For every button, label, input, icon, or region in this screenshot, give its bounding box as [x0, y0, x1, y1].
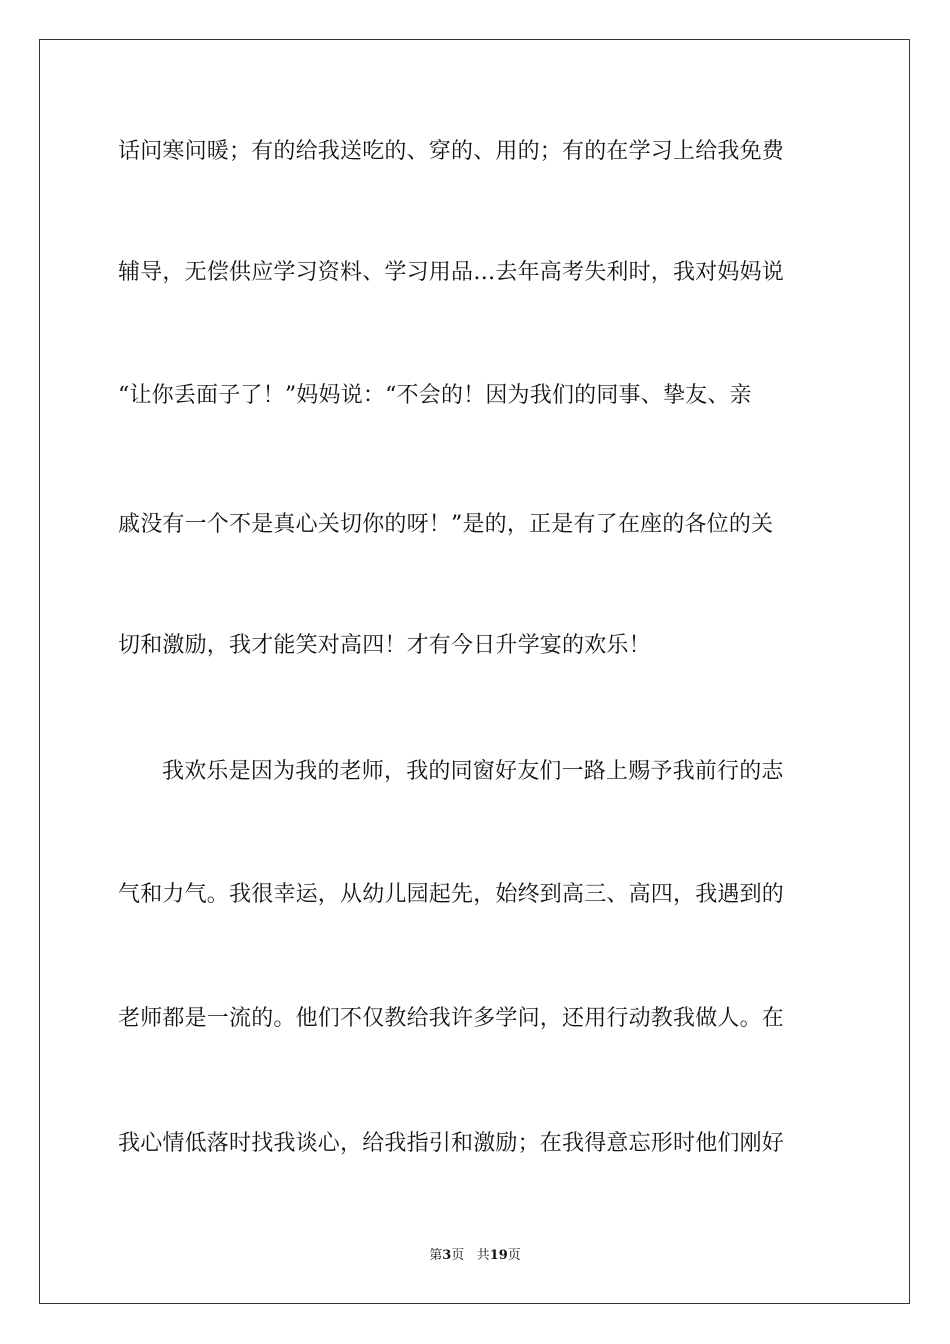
footer-page-prefix: 第 [429, 1248, 443, 1263]
body-line-8: 老师都是一流的。他们不仅教给我许多学问，还用行动教我做人。在 [118, 1006, 785, 1031]
body-line-2: 辅导，无偿供应学习资料、学习用品…去年高考失利时，我对妈妈说 [118, 260, 785, 285]
body-line-3: “让你丢面子了！”妈妈说：“不会的！因为我们的同事、挚友、亲 [118, 383, 752, 408]
page-border [39, 39, 910, 1304]
page-footer [0, 1247, 950, 1265]
footer-page-number: 3 [442, 1248, 452, 1263]
body-line-5: 切和激励，我才能笑对高四！才有今日升学宴的欢乐！ [118, 633, 651, 658]
footer-total-suffix: 页 [507, 1248, 521, 1263]
body-line-9: 我心情低落时找我谈心，给我指引和激励；在我得意忘形时他们刚好 [118, 1131, 785, 1156]
body-line-6: 我欢乐是因为我的老师，我的同窗好友们一路上赐予我前行的志 [162, 759, 784, 784]
body-line-4: 戚没有一个不是真心关切你的呀！”是的，正是有了在座的各位的关 [118, 512, 774, 537]
footer-total-prefix: 共 [476, 1248, 490, 1263]
body-line-1: 话问寒问暖；有的给我送吃的、穿的、用的；有的在学习上给我免费 [118, 139, 785, 164]
footer-total-pages: 19 [489, 1248, 508, 1263]
body-line-7: 气和力气。我很幸运，从幼儿园起先，始终到高三、高四，我遇到的 [118, 882, 785, 907]
footer-page-suffix: 页 [451, 1248, 465, 1263]
